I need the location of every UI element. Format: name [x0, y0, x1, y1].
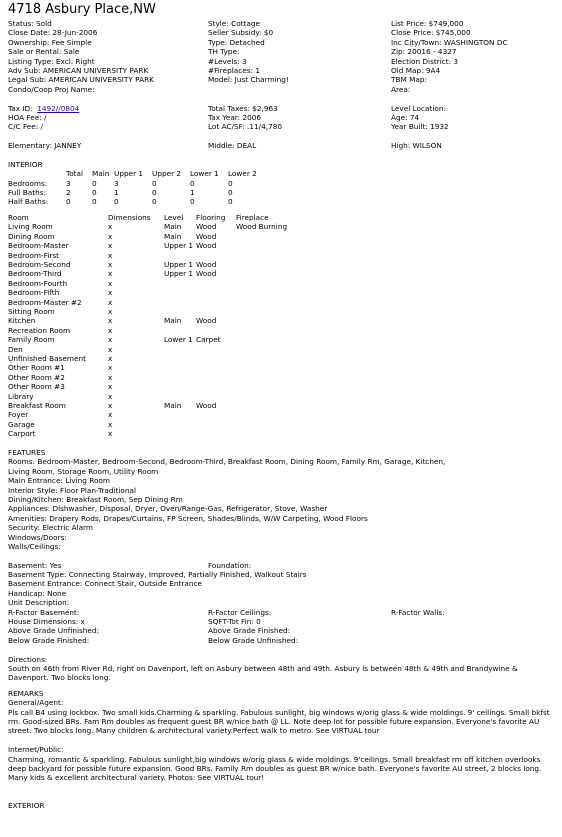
- table-row: [8, 260, 336, 269]
- table-row: [8, 420, 336, 429]
- baths-cell: 0: [190, 197, 195, 207]
- basement-field: Foundation:: [208, 560, 252, 570]
- header-field: Status: Sold: [8, 19, 52, 28]
- room-cell: Family Room: [8, 335, 55, 345]
- header-field: Close Date: 28-Jun-2006: [8, 28, 98, 38]
- feature-line: Main Entrance: Living Room: [8, 476, 111, 486]
- table-row: [8, 197, 266, 206]
- room-cell: Flooring: [196, 212, 226, 222]
- room-cell: x: [108, 306, 113, 316]
- header-field: Seller Subsidy: $0: [208, 28, 274, 38]
- property-address-title: 4718 Asbury Place,NW: [8, 2, 156, 17]
- baths-cell: Upper 2: [152, 169, 182, 179]
- baths-cell: 0: [152, 188, 157, 198]
- room-cell: x: [108, 363, 113, 373]
- baths-cell: [8, 169, 66, 178]
- tax-field: C/C Fee: /: [8, 122, 43, 132]
- header-field: Election District: 3: [391, 56, 459, 66]
- room-cell: [164, 298, 196, 307]
- room-cell: [164, 392, 196, 401]
- room-cell: [196, 279, 236, 288]
- basement-row: [8, 636, 558, 645]
- room-cell: [196, 382, 236, 391]
- baths-cell: Half Baths:: [8, 197, 49, 207]
- room-cell: x: [108, 250, 113, 260]
- interior-heading: INTERIOR: [8, 159, 43, 169]
- header-field: Old Map: 9A4: [391, 65, 441, 75]
- table-row: [8, 188, 266, 197]
- table-row: [8, 382, 336, 391]
- basement-row: [8, 570, 558, 579]
- basement-row: [8, 579, 558, 588]
- room-cell: [236, 410, 336, 419]
- room-cell: Garage: [8, 419, 35, 429]
- tax-col-2: [208, 104, 391, 132]
- room-cell: Bedroom-Master #2: [8, 297, 82, 307]
- basement-row: [8, 608, 558, 617]
- room-cell: [236, 232, 336, 241]
- header-col-3: [391, 19, 558, 94]
- feature-line: Walls/Ceilings:: [8, 541, 61, 551]
- baths-cell: 3: [66, 178, 71, 188]
- feature-line: Security: Electric Alarm: [8, 523, 94, 533]
- basement-field: Above Grade Unfinished:: [8, 626, 100, 636]
- room-cell: Bedroom-Third: [8, 269, 62, 279]
- room-cell: [236, 373, 336, 382]
- room-cell: Bedroom-Second: [8, 259, 71, 269]
- table-row: [8, 335, 336, 344]
- agent-remarks-label: General/Agent:: [8, 698, 64, 708]
- room-cell: [236, 392, 336, 401]
- table-row: [8, 251, 336, 260]
- basement-field: Below Grade Finished:: [8, 635, 90, 645]
- features-heading: FEATURES: [8, 448, 46, 458]
- baths-cell: Full Baths:: [8, 188, 47, 198]
- room-cell: [236, 420, 336, 429]
- room-cell: Recreation Room: [8, 325, 71, 335]
- room-cell: Main: [164, 231, 182, 241]
- baths-cell: 0: [66, 197, 71, 207]
- room-cell: [196, 392, 236, 401]
- basement-row: [8, 626, 558, 635]
- rooms-table: [8, 213, 336, 439]
- room-cell: [196, 429, 236, 438]
- baths-cell: 0: [228, 197, 233, 207]
- baths-cell: 0: [152, 197, 157, 207]
- room-cell: [164, 354, 196, 363]
- table-row: [8, 232, 336, 241]
- table-row: [8, 326, 336, 335]
- header-field: Model: Just Charming!: [208, 75, 289, 85]
- room-cell: Library: [8, 391, 34, 401]
- feature-line: Appliances: Dishwasher, Disposal, Dryer, Oven/Range-Gas, Refrigerator, Stove, Washer: [8, 504, 328, 514]
- room-cell: x: [108, 278, 113, 288]
- tax-id-label: Tax ID:: [8, 103, 33, 113]
- basement-field: Handicap: None: [8, 588, 67, 598]
- room-cell: Wood: [196, 241, 217, 251]
- middle-school: Middle: DEAL: [208, 141, 257, 151]
- room-cell: [164, 279, 196, 288]
- room-cell: x: [108, 401, 113, 410]
- room-cell: [236, 345, 336, 354]
- feature-line: Dining/Kitchen: Breakfast Room, Sep Dining Rm: [8, 494, 183, 504]
- baths-cell: 1: [190, 188, 195, 198]
- room-cell: x: [108, 316, 113, 326]
- baths-cell: 0: [190, 178, 195, 188]
- room-cell: Upper 1: [164, 259, 194, 269]
- room-cell: Lower 1: [164, 335, 193, 345]
- room-cell: [164, 288, 196, 297]
- basement-field: Below Grade Unfinished:: [208, 635, 299, 645]
- room-cell: [236, 382, 336, 391]
- tax-details: [8, 104, 558, 132]
- room-cell: [196, 363, 236, 372]
- room-cell: Level: [164, 212, 184, 222]
- header-field: Area:: [391, 84, 411, 94]
- basement-field: R-Factor Ceilings:: [208, 607, 272, 617]
- room-cell: Other Room #1: [8, 363, 65, 373]
- room-cell: Bedroom-First: [8, 250, 59, 260]
- tax-field: Lot AC/SF: .11/4,780: [208, 122, 282, 132]
- table-row: [8, 269, 336, 278]
- tax-field: HOA Fee: /: [8, 112, 47, 122]
- feature-line: Windows/Doors:: [8, 532, 67, 542]
- header-field: List Price: $749,000: [391, 19, 464, 28]
- room-cell: x: [108, 344, 113, 354]
- room-cell: [236, 401, 336, 410]
- basement-row: [8, 617, 558, 626]
- room-cell: [164, 251, 196, 260]
- baths-cell: Main: [92, 169, 110, 179]
- room-cell: [164, 429, 196, 438]
- remarks-heading: REMARKS: [8, 688, 44, 698]
- basement-details: [8, 561, 558, 646]
- room-cell: [236, 316, 336, 325]
- room-cell: Other Room #2: [8, 372, 65, 382]
- baths-cell: Upper 1: [114, 169, 144, 179]
- baths-cell: 0: [92, 188, 97, 198]
- table-row: [8, 241, 336, 250]
- room-cell: [236, 241, 336, 250]
- agent-remarks-text: Pls call B4 using lockbox. Two small kids.Charming & sparkling. Fabulous sunlight, big windows w/orig glass & wide moldings. 9' ceilings. Small bkfst rm. Good-sized BRs. Fam Rm doubles as frequent guest BR w/nice bath @ LL. Note deep lot for possible future expansion. Everyone's favorite AU street. Two blocks long. Many children & architectural variety.Perfect walk to metro. See VIRTUAL tour: [8, 707, 550, 736]
- public-remarks-label: Internet/Public:: [8, 745, 64, 755]
- basement-field: House Dimensions: x: [8, 617, 85, 627]
- room-cell: Wood: [196, 231, 217, 241]
- header-field: Legal Sub: AMERICAN UNIVERSITY PARK: [8, 75, 154, 85]
- basement-field: Basement: Yes: [8, 560, 62, 570]
- baths-cell: 0: [152, 178, 157, 188]
- tax-id-link[interactable]: 1492//0804: [37, 103, 80, 113]
- tax-field: Year Built: 1932: [391, 122, 449, 132]
- baths-cell: 0: [114, 197, 119, 207]
- room-cell: [196, 326, 236, 335]
- baths-cell: 0: [228, 178, 233, 188]
- room-cell: Main: [164, 222, 182, 232]
- feature-line: Amenities: Drapery Rods, Drapes/Curtains, FP Screen, Shades/Blinds, W/W Carpeting, Wood Floors: [8, 513, 368, 523]
- header-field: #Fireplaces: 1: [208, 65, 260, 75]
- room-cell: x: [108, 353, 113, 363]
- room-cell: [236, 298, 336, 307]
- basement-field: [391, 617, 558, 626]
- header-field: Ownership: Fee Simple: [8, 37, 92, 47]
- table-row: [8, 373, 336, 382]
- room-cell: Sitting Room: [8, 306, 55, 316]
- baths-cell: Bedrooms:: [8, 178, 48, 188]
- directions-label: Directions:: [8, 654, 48, 664]
- room-cell: Kitchen: [8, 316, 36, 326]
- room-cell: Main: [164, 316, 182, 326]
- high-school: High: WILSON: [391, 141, 442, 151]
- room-cell: Bedroom-Master: [8, 241, 69, 251]
- table-row: [8, 429, 336, 438]
- room-cell: [164, 410, 196, 419]
- room-cell: [196, 410, 236, 419]
- room-cell: Carport: [8, 429, 36, 439]
- room-cell: [196, 288, 236, 297]
- room-cell: [196, 345, 236, 354]
- header-field: Listing Type: Excl. Right: [8, 56, 95, 66]
- table-row: [8, 392, 336, 401]
- room-cell: [196, 420, 236, 429]
- room-cell: Wood: [196, 259, 217, 269]
- table-row: [8, 279, 336, 288]
- room-cell: [164, 382, 196, 391]
- header-field: Adv Sub: AMERICAN UNIVERSITY PARK: [8, 65, 149, 75]
- tax-field: Tax Year: 2006: [208, 112, 262, 122]
- baths-cell: 0: [228, 188, 233, 198]
- table-row: [8, 316, 336, 325]
- room-cell: [196, 307, 236, 316]
- table-row: [8, 222, 336, 231]
- room-cell: x: [108, 335, 113, 345]
- basement-row: [8, 589, 558, 598]
- room-cell: [236, 354, 336, 363]
- baths-cell: 0: [92, 197, 97, 207]
- room-cell: x: [108, 429, 113, 439]
- room-cell: [236, 279, 336, 288]
- baths-cell: Lower 2: [228, 169, 257, 179]
- room-cell: x: [108, 419, 113, 429]
- room-cell: x: [108, 231, 113, 241]
- basement-row: [8, 598, 558, 607]
- room-cell: [164, 345, 196, 354]
- room-cell: x: [108, 241, 113, 251]
- basement-field: Basement Entrance: Connect Stair, Outside Entrance: [8, 579, 202, 589]
- room-cell: [236, 260, 336, 269]
- room-cell: [236, 288, 336, 297]
- bedrooms-baths-table: [8, 169, 266, 207]
- header-field: [208, 85, 391, 94]
- room-cell: x: [108, 410, 113, 420]
- baths-cell: 2: [66, 188, 71, 198]
- baths-cell: Total: [66, 169, 84, 179]
- room-cell: x: [108, 288, 113, 298]
- room-cell: x: [108, 325, 113, 335]
- tax-field: Age: 74: [391, 112, 420, 122]
- table-row: [8, 354, 336, 363]
- table-header-row: [8, 169, 266, 178]
- room-cell: [196, 298, 236, 307]
- room-cell: Living Room: [8, 222, 53, 232]
- header-field: TBM Map:: [391, 75, 427, 85]
- table-header-row: [8, 213, 336, 222]
- room-cell: Other Room #3: [8, 382, 65, 392]
- directions-text: South on 46th from River Rd, right on Davenport, left on Asbury between 48th and 49th. Asbury is between 48th & 49th and Brandywine & Davenport. Two blocks long.: [8, 664, 518, 683]
- header-field: TH Type:: [208, 47, 240, 57]
- header-details: [8, 19, 558, 94]
- room-cell: Wood: [196, 222, 217, 232]
- table-row: [8, 410, 336, 419]
- room-cell: [164, 363, 196, 372]
- room-cell: Wood: [196, 401, 217, 410]
- room-cell: [236, 335, 336, 344]
- room-cell: Dimensions: [108, 212, 151, 222]
- room-cell: Unfinished Basement: [8, 353, 86, 363]
- table-row: [8, 363, 336, 372]
- basement-row: [8, 561, 558, 570]
- header-field: #Levels: 3: [208, 56, 247, 66]
- basement-field: Unit Description:: [8, 598, 70, 608]
- basement-field: Above Grade Finished:: [208, 626, 291, 636]
- room-cell: [196, 373, 236, 382]
- feature-line: Rooms: Bedroom-Master, Bedroom-Second, Bedroom-Third, Breakfast Room, Dining Room, Family Rm, Garage, Kitchen,: [8, 457, 446, 467]
- header-field: Inc City/Town: WASHINGTON DC: [391, 37, 508, 47]
- room-cell: x: [108, 222, 113, 232]
- room-cell: [164, 307, 196, 316]
- features-list: [8, 457, 558, 551]
- room-cell: [236, 326, 336, 335]
- exterior-heading: EXTERIOR: [8, 800, 45, 810]
- room-cell: [164, 326, 196, 335]
- basement-field: R-Factor Walls:: [391, 607, 445, 617]
- tax-field: Total Taxes: $2,963: [208, 103, 278, 113]
- room-cell: [196, 251, 236, 260]
- header-field: Type: Detached: [208, 37, 265, 47]
- room-cell: Wood: [196, 316, 217, 326]
- table-row: [8, 179, 266, 188]
- baths-cell: 0: [92, 178, 97, 188]
- room-cell: [236, 251, 336, 260]
- room-cell: Upper 1: [164, 241, 194, 251]
- basement-field: R-Factor Basement:: [8, 607, 80, 617]
- room-cell: [196, 354, 236, 363]
- header-field: Zip: 20016 - 4327: [391, 47, 457, 57]
- table-row: [8, 345, 336, 354]
- basement-field: SQFT-Tot Fin: 0: [208, 617, 261, 627]
- tax-field: Level Location:: [391, 103, 446, 113]
- header-field: Close Price: $745,000: [391, 28, 471, 38]
- basement-field: [391, 561, 558, 570]
- room-cell: x: [108, 382, 113, 392]
- header-field: Condo/Coop Proj Name:: [8, 84, 95, 94]
- room-cell: x: [108, 372, 113, 382]
- table-row: [8, 401, 336, 410]
- basement-field: [391, 626, 558, 635]
- room-cell: [164, 420, 196, 429]
- room-cell: Fireplace: [236, 212, 269, 222]
- room-cell: x: [108, 297, 113, 307]
- public-remarks-text: Charming, romantic & sparkling. Fabulous sunlight,big windows w/orig glass & wide moldings. 9'ceilings. Small breakfast rm off kitchen overlooks deep backyard for possible future expansion. Good BRs. Family Rm doubles as guest BR w/nice bath. Everyone's favorite AU street, 2 blocks long. Many kids & excellent architectural variety. Photos: See VIRTUAL tour!: [8, 754, 542, 783]
- room-cell: Den: [8, 344, 23, 354]
- schools: [8, 141, 558, 150]
- room-cell: Room: [8, 212, 29, 222]
- room-cell: Wood: [196, 269, 217, 279]
- room-cell: Wood Burning: [236, 222, 288, 232]
- room-cell: x: [108, 269, 113, 279]
- room-cell: [236, 363, 336, 372]
- tax-col-3: [391, 104, 558, 132]
- elementary-school: Elementary: JANNEY: [8, 141, 82, 151]
- header-field: Style: Cottage: [208, 19, 260, 28]
- room-cell: Carpet: [196, 335, 221, 345]
- basement-field: Basement Type: Connecting Stairway, Improved, Partially Finished, Walkout Stairs: [8, 570, 307, 580]
- room-cell: Bedroom-Fourth: [8, 278, 68, 288]
- room-cell: [164, 373, 196, 382]
- tax-col-1: [8, 104, 208, 132]
- room-cell: [236, 429, 336, 438]
- room-cell: x: [108, 259, 113, 269]
- room-cell: Dining Room: [8, 231, 55, 241]
- room-cell: Upper 1: [164, 269, 194, 279]
- feature-line: Living Room, Storage Room, Utility Room: [8, 466, 159, 476]
- room-cell: Main: [164, 401, 182, 410]
- table-row: [8, 298, 336, 307]
- room-cell: Bedroom-Fifth: [8, 288, 60, 298]
- baths-cell: 1: [114, 188, 119, 198]
- listing-page: [8, 2, 558, 810]
- feature-line: Interior Style: Floor Plan-Traditional: [8, 485, 136, 495]
- table-row: [8, 307, 336, 316]
- header-col-1: [8, 19, 208, 94]
- table-row: [8, 288, 336, 297]
- room-cell: [236, 307, 336, 316]
- room-cell: Foyer: [8, 410, 29, 420]
- header-field: Sale or Rental: Sale: [8, 47, 80, 57]
- basement-field: [391, 636, 558, 645]
- header-col-2: [208, 19, 391, 94]
- baths-cell: Lower 1: [190, 169, 219, 179]
- room-cell: [236, 269, 336, 278]
- room-cell: Breakfast Room: [8, 401, 66, 410]
- baths-cell: 3: [114, 178, 119, 188]
- room-cell: x: [108, 391, 113, 401]
